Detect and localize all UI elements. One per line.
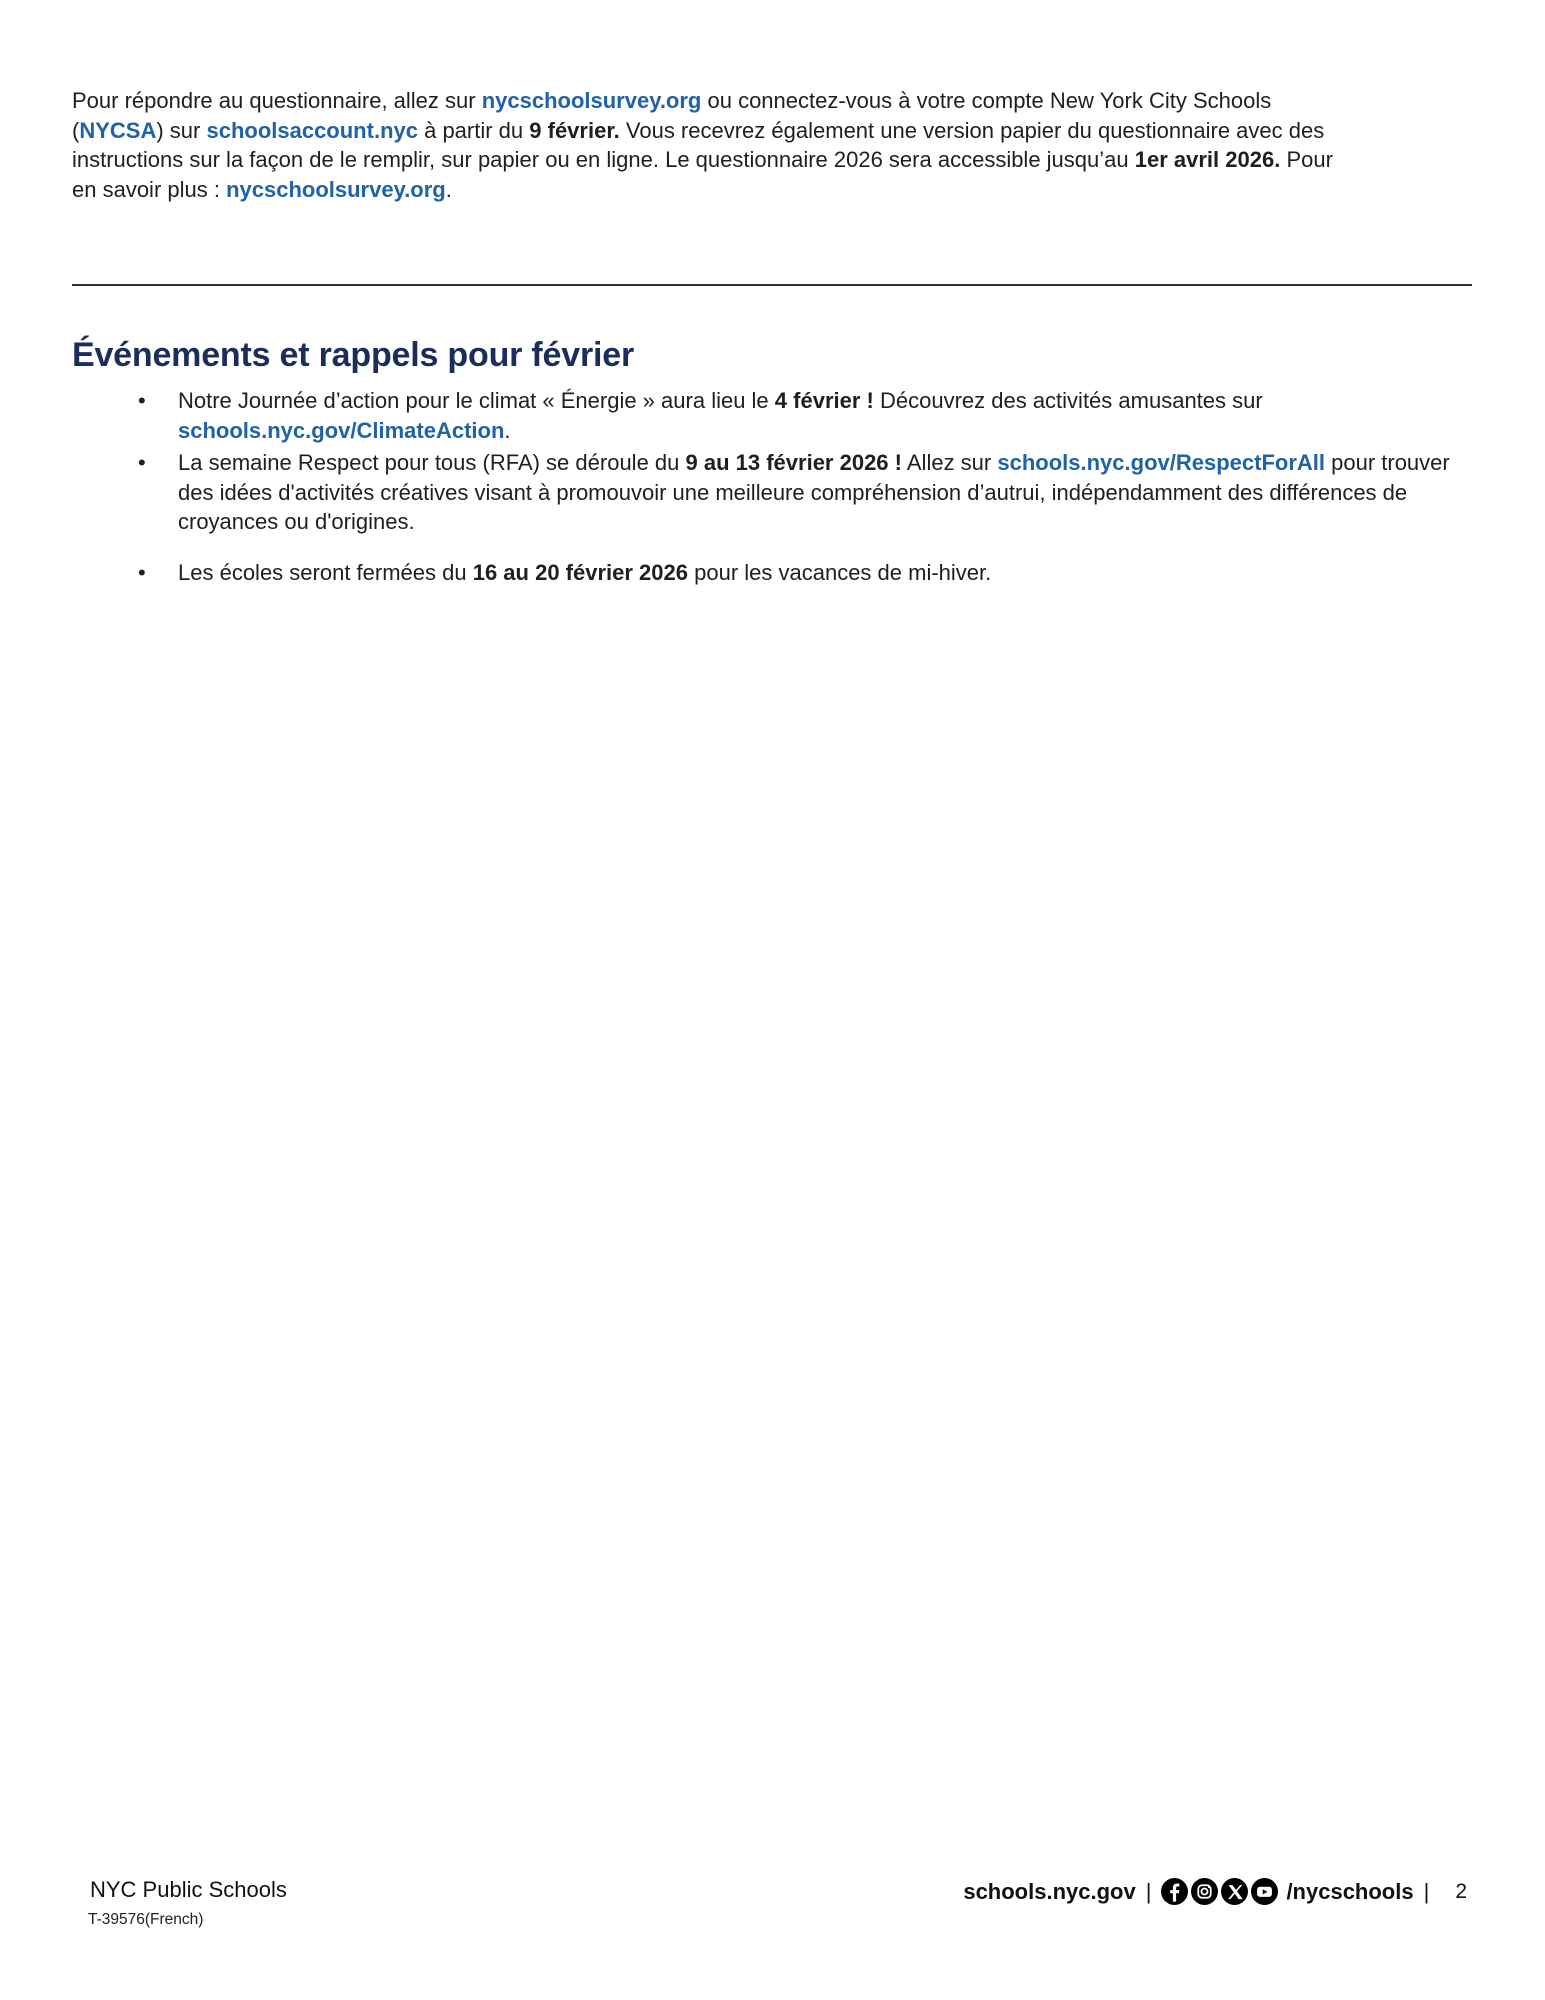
youtube-icon [1251, 1878, 1278, 1905]
bullet-marker: • [138, 450, 146, 475]
text-run: La semaine Respect pour tous (RFA) se déroule du [178, 450, 686, 475]
inline-link[interactable]: nycschoolsurvey.org [226, 176, 446, 202]
section-divider [72, 284, 1472, 286]
inline-link[interactable]: schools.nyc.gov/RespectForAll [997, 450, 1325, 475]
x-icon [1221, 1878, 1248, 1905]
footer-social-handle: /nycschools [1286, 1878, 1414, 1904]
inline-link[interactable]: schools.nyc.gov/ClimateAction [178, 417, 505, 443]
footer-left [88, 1876, 287, 1930]
inline-link[interactable]: nycschoolsurvey.org [481, 88, 702, 113]
footer-separator: | [1423, 1878, 1430, 1904]
footer-doc-code: T-39576(French) [88, 1911, 204, 1928]
bullet-marker: • [138, 559, 146, 585]
footer-website: schools.nyc.gov [963, 1878, 1136, 1904]
social-icon-row [1161, 1878, 1278, 1905]
text-run: pour trouver des idées d'activités créatives visant à promouvoir une meilleure compréhension d’autrui, indépendamment des différences de croyances ou d'origines. [178, 450, 1456, 534]
instagram-icon [1191, 1878, 1218, 1905]
text-run: 16 au 20 février 2026 [472, 559, 688, 585]
bullet-marker: • [138, 388, 146, 413]
text-run: 1er avril 2026. [1134, 147, 1281, 172]
text-run: 9 au 13 février 2026 ! [685, 450, 902, 475]
text-run: ou connectez-vous à votre compte New York City Schools ( [72, 88, 1278, 143]
text-run: Vous recevrez également une version papier du questionnaire avec des instructions sur la façon de le remplir, sur papier ou en ligne. Le questionnaire 2026 sera accessible jusqu’au [72, 117, 1331, 172]
footer-org-name: NYC Public Schools [90, 1877, 287, 1902]
section-heading: Événements et rappels pour février [72, 335, 634, 374]
footer-separator: | [1145, 1878, 1152, 1904]
list-item [72, 386, 1464, 445]
intro-paragraph [72, 86, 1352, 204]
inline-link[interactable]: NYCSA [79, 117, 157, 143]
text-run: à partir du [417, 117, 530, 143]
text-run: . [445, 176, 452, 202]
text-run: Allez sur [901, 450, 998, 475]
text-run: 9 février. [529, 117, 620, 143]
footer-right [963, 1878, 1467, 1905]
text-run: Pour en savoir plus : [72, 147, 1340, 202]
facebook-icon [1161, 1878, 1188, 1905]
list-item-text [178, 450, 1456, 534]
text-run: Pour répondre au questionnaire, allez sur [72, 88, 482, 113]
events-list [72, 386, 1464, 590]
text-run: ) sur [156, 117, 207, 143]
text-run: Notre Journée d’action pour le climat « Énergie » aura lieu le [178, 388, 775, 413]
text-run: . [504, 417, 511, 443]
text-run: pour les vacances de mi-hiver. [688, 559, 992, 585]
list-item [72, 448, 1464, 537]
list-item [72, 558, 1464, 588]
text-run: Découvrez des activités amusantes sur [873, 388, 1269, 413]
list-item-text [178, 388, 1269, 443]
page-number: 2 [1455, 1879, 1467, 1903]
inline-link[interactable]: schoolsaccount.nyc [206, 117, 418, 143]
list-item-text [178, 560, 991, 585]
text-run: 4 février ! [774, 388, 874, 413]
text-run: Les écoles seront fermées du [178, 559, 473, 585]
